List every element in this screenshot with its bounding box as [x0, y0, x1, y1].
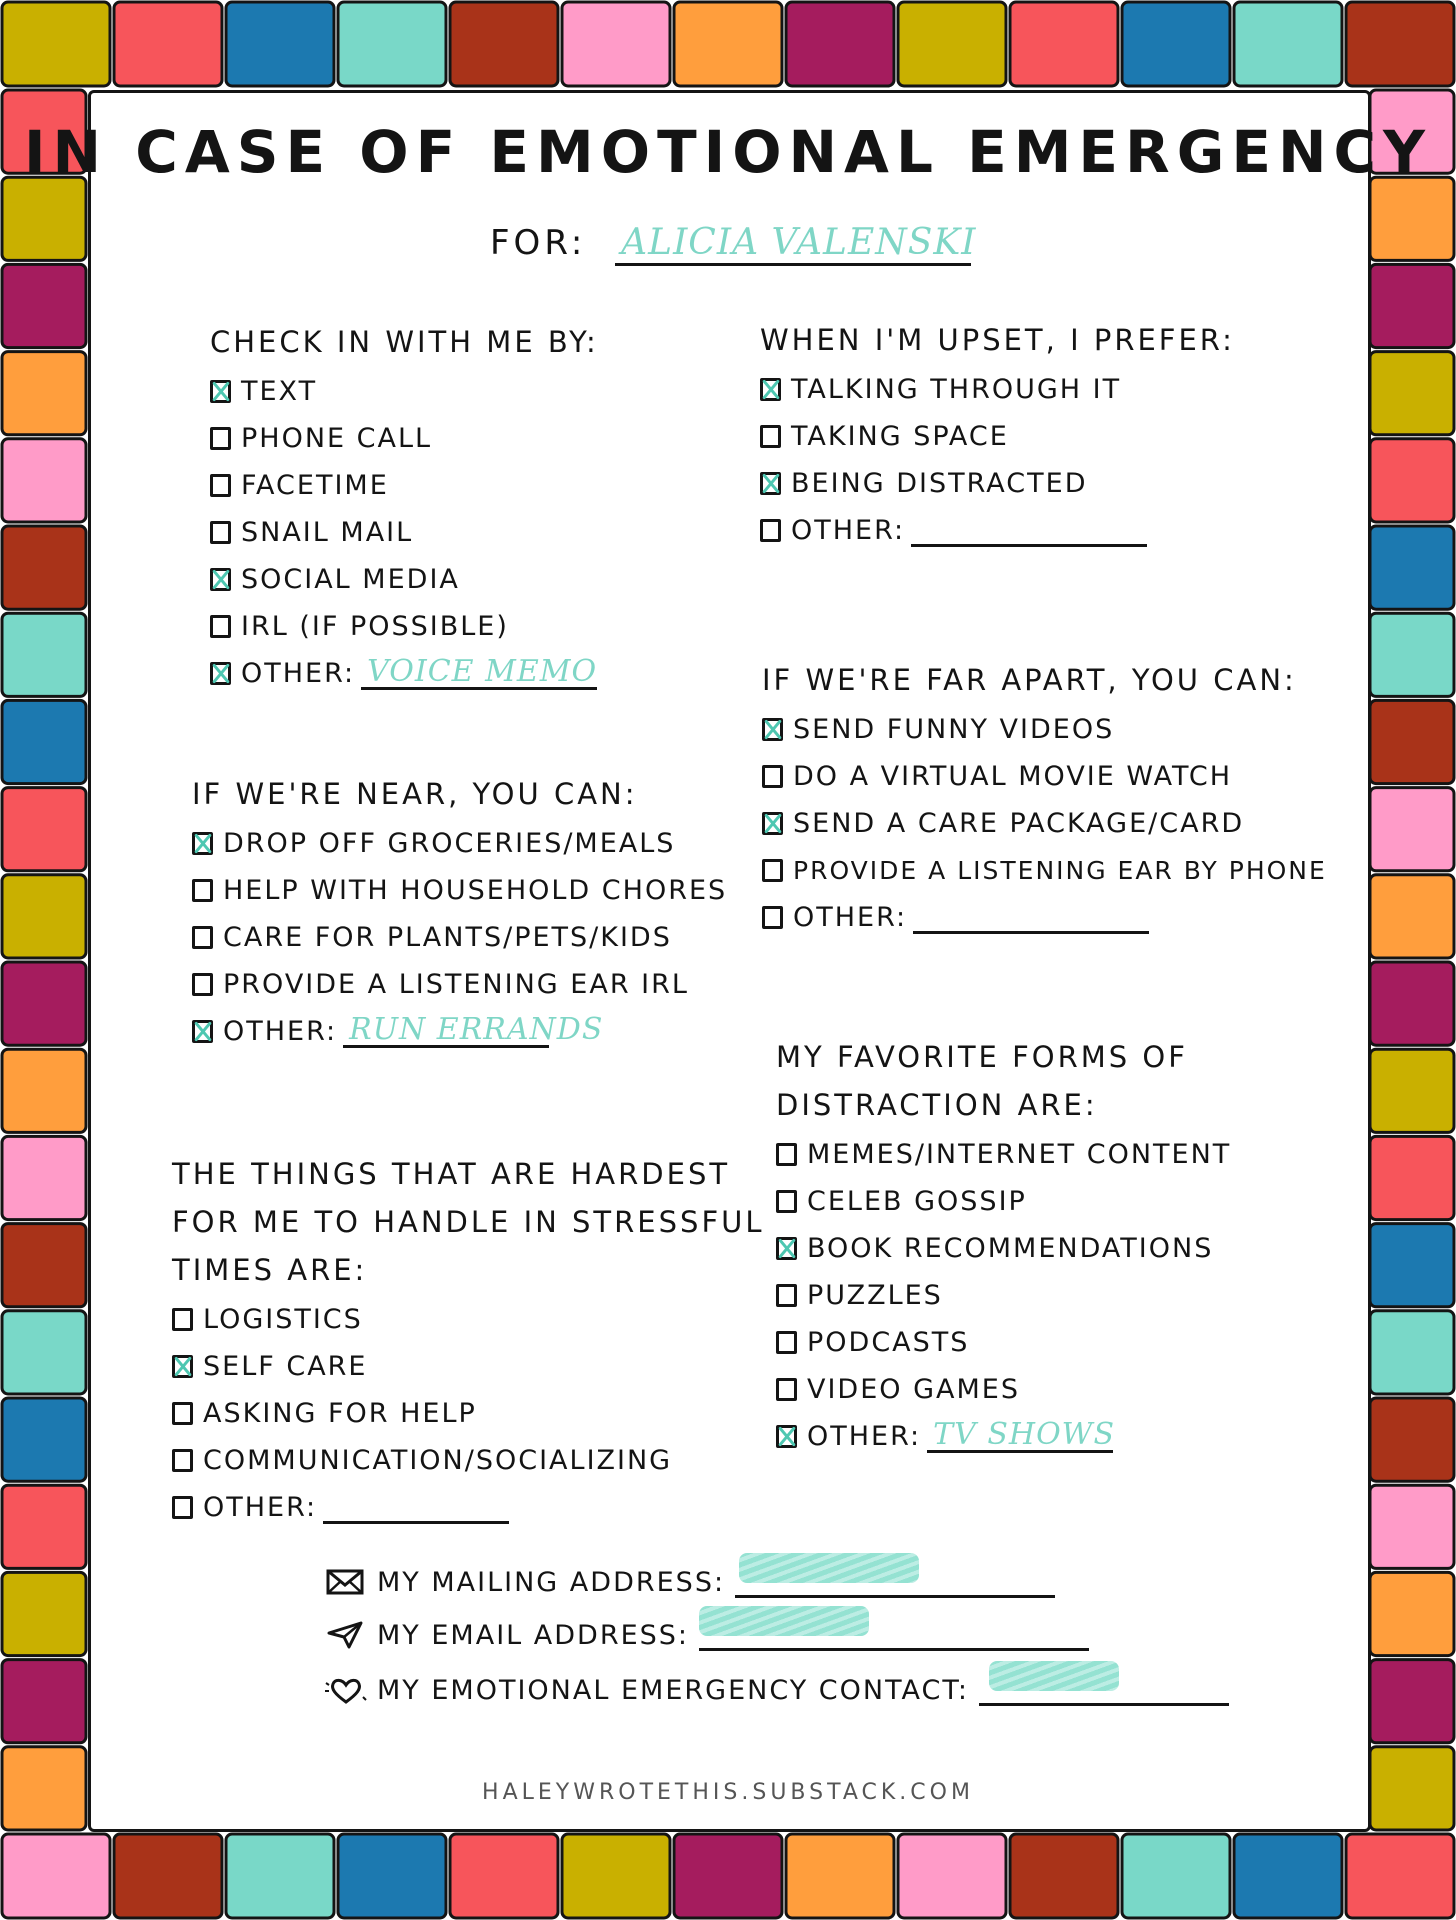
far-item-package[interactable] — [762, 800, 1327, 847]
border-tile — [114, 2, 222, 86]
other-value: RUN ERRANDS — [349, 1012, 604, 1047]
hardest-item-communication[interactable] — [172, 1437, 765, 1484]
distraction-item-books[interactable] — [776, 1225, 1231, 1272]
checkbox-icon[interactable] — [172, 1449, 193, 1472]
border-tile — [1370, 1398, 1454, 1481]
border-tile — [2, 613, 86, 696]
border-tile — [2, 1660, 86, 1743]
border-tile — [674, 2, 782, 86]
border-tile — [1346, 1834, 1454, 1918]
item-label: DROP OFF GROCERIES/MEALS — [223, 828, 676, 859]
upset-item-talking[interactable] — [760, 366, 1235, 413]
border-tile — [2, 1224, 86, 1307]
checkbox-icon[interactable] — [762, 859, 783, 882]
distraction-item-memes[interactable] — [776, 1131, 1231, 1178]
border-tile — [1370, 352, 1454, 435]
check-in-item-facetime[interactable] — [210, 462, 599, 509]
border-tile — [1370, 526, 1454, 609]
upset-item-space[interactable] — [760, 413, 1235, 460]
checkbox-icon[interactable] — [210, 521, 231, 544]
border-tile — [226, 2, 334, 86]
other-field[interactable] — [361, 654, 598, 690]
checkbox-icon[interactable] — [192, 1020, 213, 1043]
checkbox-icon[interactable] — [192, 832, 213, 855]
item-label: MEMES/INTERNET CONTENT — [807, 1139, 1232, 1170]
border-tile — [1370, 1049, 1454, 1132]
item-label: SNAIL MAIL — [241, 517, 414, 548]
checkbox-icon[interactable] — [210, 662, 231, 685]
item-label: CELEB GOSSIP — [807, 1186, 1027, 1217]
item-label: TAKING SPACE — [791, 421, 1009, 452]
border-tile — [1370, 177, 1454, 260]
border-tile — [1370, 1311, 1454, 1394]
item-label: PUZZLES — [807, 1280, 943, 1311]
border-tile — [2, 1049, 86, 1132]
border-tile — [1370, 700, 1454, 783]
border-tile — [2, 962, 86, 1045]
border-tile — [786, 1834, 894, 1918]
near-item-listening[interactable] — [192, 961, 727, 1008]
check-in-item-phone-call[interactable] — [210, 415, 599, 462]
item-label: BOOK RECOMMENDATIONS — [807, 1233, 1214, 1264]
item-label: PROVIDE A LISTENING EAR IRL — [223, 969, 689, 1000]
checkbox-icon[interactable] — [776, 1425, 797, 1448]
item-label: FACETIME — [241, 470, 389, 501]
border-tile — [1346, 2, 1454, 86]
border-tile — [1370, 1136, 1454, 1219]
upset-section — [760, 318, 1235, 554]
checkbox-icon[interactable] — [760, 378, 781, 401]
border-tile — [2, 1834, 110, 1918]
item-label: BEING DISTRACTED — [791, 468, 1088, 499]
checkbox-icon[interactable] — [776, 1284, 797, 1307]
checkbox-icon[interactable] — [192, 926, 213, 949]
other-field[interactable] — [323, 1491, 509, 1524]
hardest-section — [172, 1152, 765, 1531]
border-tile — [1370, 1572, 1454, 1655]
hardest-item-asking-help[interactable] — [172, 1390, 765, 1437]
item-label: TEXT — [241, 376, 318, 407]
border-tile — [2, 526, 86, 609]
border-tile — [1122, 1834, 1230, 1918]
checkbox-icon[interactable] — [210, 380, 231, 403]
far-heading: IF WE'RE FAR APART, YOU CAN: — [762, 663, 1297, 697]
check-in-item-text[interactable] — [210, 368, 599, 415]
checkbox-icon[interactable] — [210, 427, 231, 450]
hardest-heading-line1: THE THINGS THAT ARE HARDEST — [172, 1157, 731, 1191]
border-tile — [2, 352, 86, 435]
border-tile — [2, 1136, 86, 1219]
upset-item-distracted[interactable] — [760, 460, 1235, 507]
checkbox-icon[interactable] — [172, 1355, 193, 1378]
border-tile — [338, 1834, 446, 1918]
redaction-scribble — [699, 1606, 869, 1636]
item-label: HELP WITH HOUSEHOLD CHORES — [223, 875, 728, 906]
for-label: FOR: — [490, 223, 587, 263]
other-field[interactable] — [911, 514, 1147, 547]
checkbox-icon[interactable] — [210, 615, 231, 638]
border-tile — [2, 1572, 86, 1655]
item-label: SEND FUNNY VIDEOS — [793, 714, 1115, 745]
border-tile — [898, 1834, 1006, 1918]
checkbox-icon[interactable] — [776, 1237, 797, 1260]
item-label: ASKING FOR HELP — [203, 1398, 477, 1429]
checkbox-icon[interactable] — [776, 1331, 797, 1354]
checkbox-icon[interactable] — [172, 1308, 193, 1331]
border-tile — [1370, 875, 1454, 958]
border-tile — [2, 875, 86, 958]
border-tile — [786, 2, 894, 86]
border-tile — [562, 1834, 670, 1918]
border-tile — [674, 1834, 782, 1918]
checkbox-icon[interactable] — [172, 1496, 193, 1519]
check-in-item-snail-mail[interactable] — [210, 509, 599, 556]
hardest-heading-line2: FOR ME TO HANDLE IN STRESSFUL — [172, 1205, 765, 1239]
near-item-chores[interactable] — [192, 867, 727, 914]
item-label: LOGISTICS — [203, 1304, 363, 1335]
email-address-field[interactable] — [699, 1618, 1089, 1651]
distraction-section — [776, 1035, 1231, 1460]
other-field[interactable] — [913, 901, 1149, 934]
border-tile — [450, 2, 558, 86]
item-label: IRL (IF POSSIBLE) — [241, 611, 509, 642]
checkbox-icon[interactable] — [762, 718, 783, 741]
check-in-item-other[interactable] — [210, 650, 599, 697]
check-in-item-irl[interactable] — [210, 603, 599, 650]
for-line — [490, 222, 977, 266]
hardest-item-other[interactable] — [172, 1484, 765, 1531]
distraction-item-puzzles[interactable] — [776, 1272, 1231, 1319]
distraction-item-games[interactable] — [776, 1366, 1231, 1413]
border-tile — [2, 264, 86, 347]
other-value: TV SHOWS — [933, 1417, 1116, 1452]
check-in-item-social-media[interactable] — [210, 556, 599, 603]
item-label: COMMUNICATION/SOCIALIZING — [203, 1445, 673, 1476]
hardest-item-self-care[interactable] — [172, 1343, 765, 1390]
other-field[interactable] — [927, 1417, 1116, 1453]
border-tile — [2, 2, 110, 86]
far-section — [762, 658, 1327, 941]
border-tile — [2, 788, 86, 871]
item-label: OTHER: — [793, 902, 908, 933]
distraction-heading-line2: DISTRACTION ARE: — [776, 1088, 1098, 1122]
upset-heading: WHEN I'M UPSET, I PREFER: — [760, 323, 1235, 357]
far-item-other[interactable] — [762, 894, 1327, 941]
checkbox-icon[interactable] — [760, 519, 781, 542]
footer-url: HALEYWROTETHIS.SUBSTACK.COM — [482, 1780, 974, 1805]
item-label: VIDEO GAMES — [807, 1374, 1021, 1405]
border-tile — [898, 2, 1006, 86]
near-item-other[interactable] — [192, 1008, 727, 1055]
emergency-contact-field[interactable] — [979, 1673, 1229, 1706]
mailing-address-field[interactable] — [735, 1565, 1055, 1598]
distraction-item-gossip[interactable] — [776, 1178, 1231, 1225]
border-tile — [1010, 1834, 1118, 1918]
border-tile — [1370, 264, 1454, 347]
border-tile — [1010, 2, 1118, 86]
hardest-heading-line3: TIMES ARE: — [172, 1253, 368, 1287]
item-label: SOCIAL MEDIA — [241, 564, 460, 595]
distraction-heading-line1: MY FAVORITE FORMS OF — [776, 1040, 1188, 1074]
mailing-address-label: MY MAILING ADDRESS: — [377, 1567, 726, 1598]
heart-icon — [325, 1674, 367, 1706]
checkbox-icon[interactable] — [192, 879, 213, 902]
border-tile — [338, 2, 446, 86]
email-address-row — [325, 1618, 1089, 1651]
distraction-item-other[interactable] — [776, 1413, 1231, 1460]
check-in-heading: CHECK IN WITH ME BY: — [210, 325, 599, 359]
checkbox-icon[interactable] — [760, 472, 781, 495]
near-section — [192, 772, 727, 1055]
item-label: OTHER: — [203, 1492, 318, 1523]
border-tile — [2, 177, 86, 260]
border-tile — [1234, 1834, 1342, 1918]
redaction-scribble — [739, 1553, 919, 1583]
mailing-address-row — [325, 1565, 1055, 1598]
item-label: SEND A CARE PACKAGE/CARD — [793, 808, 1245, 839]
checkbox-icon[interactable] — [762, 765, 783, 788]
border-tile — [114, 1834, 222, 1918]
checkbox-icon[interactable] — [172, 1402, 193, 1425]
email-address-label: MY EMAIL ADDRESS: — [377, 1620, 690, 1651]
check-in-section — [210, 320, 599, 697]
border-tile — [1370, 788, 1454, 871]
checkbox-icon[interactable] — [760, 425, 781, 448]
envelope-icon — [325, 1566, 367, 1598]
border-tile — [1234, 2, 1342, 86]
border-tile — [562, 2, 670, 86]
border-tile — [2, 700, 86, 783]
paper-plane-icon — [325, 1619, 367, 1651]
border-tile — [1370, 962, 1454, 1045]
for-name-value: ALICIA VALENSKI — [621, 222, 977, 263]
item-label: PHONE CALL — [241, 423, 433, 454]
item-label: TALKING THROUGH IT — [791, 374, 1122, 405]
item-label: OTHER: — [807, 1421, 922, 1452]
border-tile — [1370, 613, 1454, 696]
checkbox-icon[interactable] — [192, 973, 213, 996]
other-field[interactable] — [343, 1012, 604, 1048]
border-tile — [1370, 439, 1454, 522]
distraction-item-podcasts[interactable] — [776, 1319, 1231, 1366]
border-tile — [2, 1311, 86, 1394]
item-label: SELF CARE — [203, 1351, 368, 1382]
border-tile — [2, 1398, 86, 1481]
page-title: IN CASE OF EMOTIONAL EMERGENCY — [23, 118, 1433, 186]
near-item-groceries[interactable] — [192, 820, 727, 867]
item-label: CARE FOR PLANTS/PETS/KIDS — [223, 922, 672, 953]
hardest-item-logistics[interactable] — [172, 1296, 765, 1343]
border-tile — [1370, 1485, 1454, 1568]
emergency-contact-row — [325, 1673, 1229, 1706]
item-label: OTHER: — [223, 1016, 338, 1047]
item-label: OTHER: — [241, 658, 356, 689]
checkbox-icon[interactable] — [762, 812, 783, 835]
item-label: DO A VIRTUAL MOVIE WATCH — [793, 761, 1233, 792]
checkbox-icon[interactable] — [762, 906, 783, 929]
checkbox-icon[interactable] — [776, 1378, 797, 1401]
checkbox-icon[interactable] — [776, 1190, 797, 1213]
border-tile — [1122, 2, 1230, 86]
far-item-movie[interactable] — [762, 753, 1327, 800]
checkbox-icon[interactable] — [210, 568, 231, 591]
border-tile — [2, 1485, 86, 1568]
checkbox-icon[interactable] — [210, 474, 231, 497]
redaction-scribble — [989, 1661, 1119, 1691]
far-item-videos[interactable] — [762, 706, 1327, 753]
item-label: OTHER: — [791, 515, 906, 546]
emergency-contact-label: MY EMOTIONAL EMERGENCY CONTACT: — [377, 1675, 969, 1706]
item-label: PROVIDE A LISTENING EAR BY PHONE — [793, 856, 1327, 885]
upset-item-other[interactable] — [760, 507, 1235, 554]
item-label: PODCASTS — [807, 1327, 970, 1358]
border-tile — [2, 439, 86, 522]
near-item-care[interactable] — [192, 914, 727, 961]
near-heading: IF WE'RE NEAR, YOU CAN: — [192, 777, 638, 811]
border-tile — [450, 1834, 558, 1918]
far-item-phone[interactable] — [762, 847, 1327, 894]
border-tile — [1370, 1660, 1454, 1743]
border-tile — [1370, 1224, 1454, 1307]
other-value: VOICE MEMO — [367, 654, 598, 689]
for-name-field[interactable] — [615, 222, 977, 266]
border-tile — [226, 1834, 334, 1918]
checkbox-icon[interactable] — [776, 1143, 797, 1166]
